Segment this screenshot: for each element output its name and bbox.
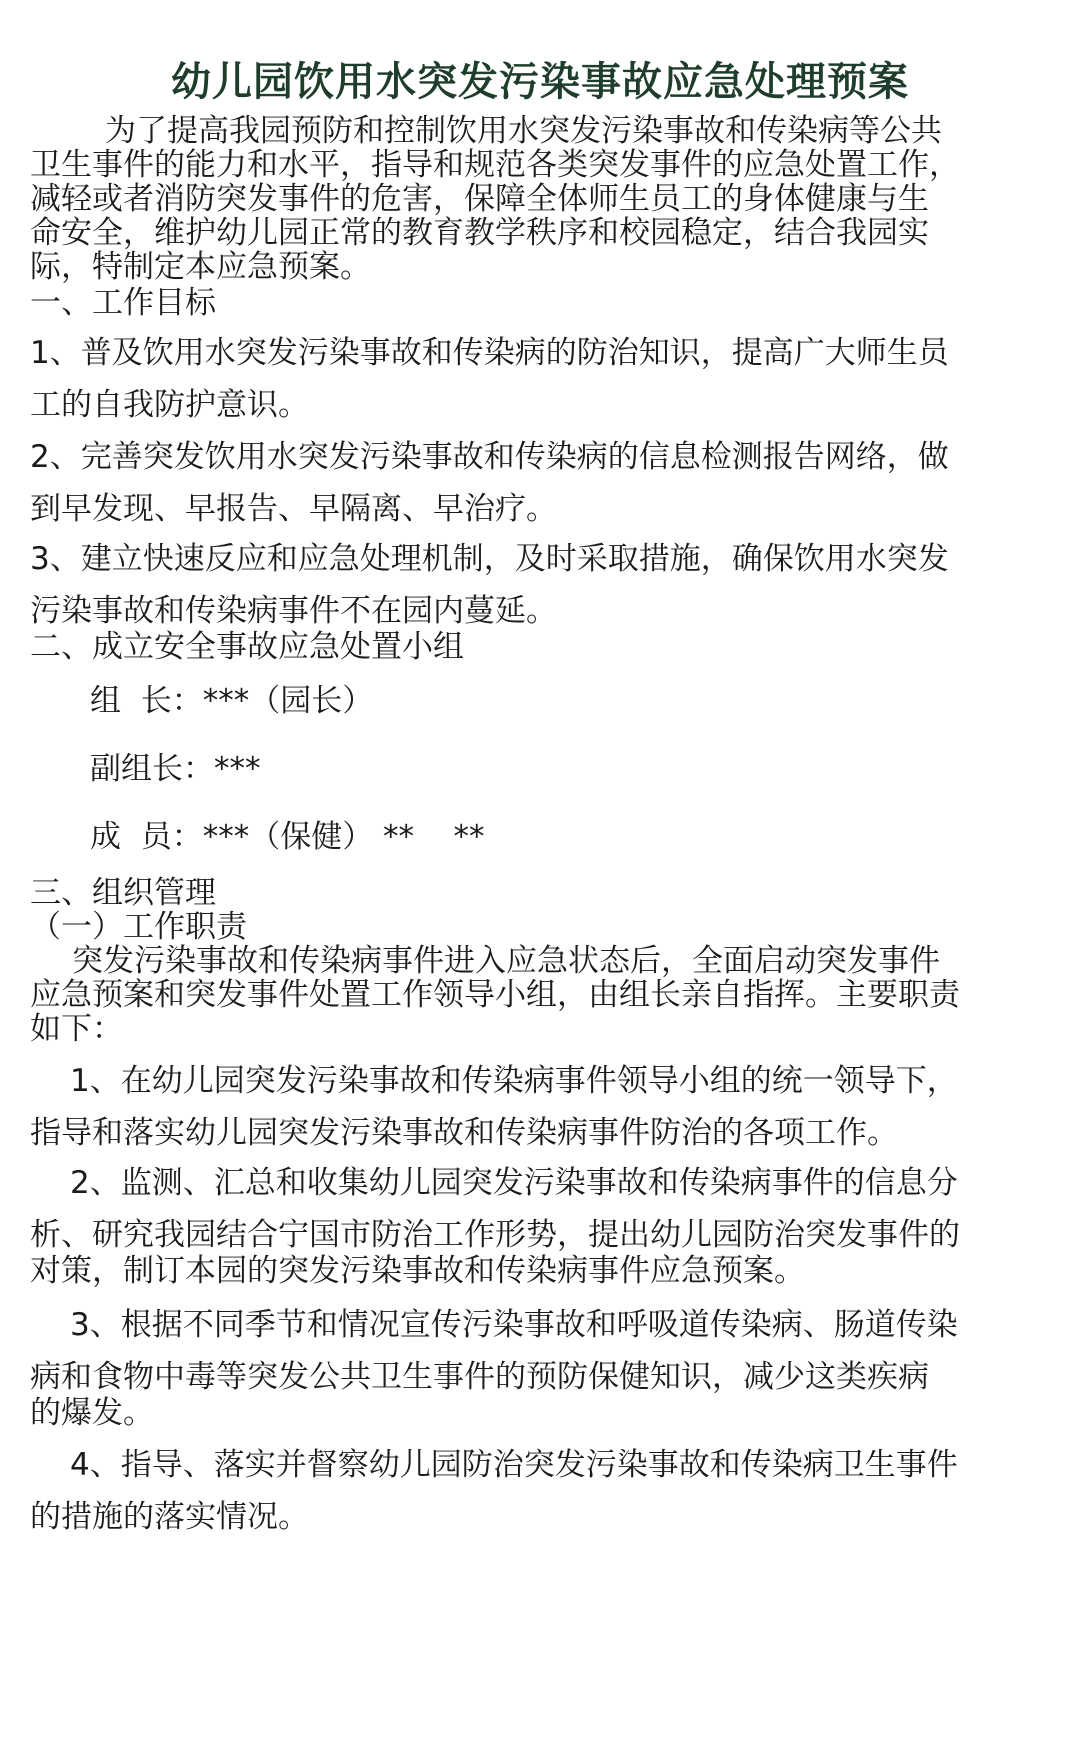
goal-item-line: 2、完善突发饮用水突发污染事故和传染病的信息检测报告网络，做 xyxy=(30,439,949,475)
subsection-heading: （一）工作职责 xyxy=(30,909,247,945)
goal-item-line: 工的自我防护意识。 xyxy=(30,387,309,423)
intro-line: 减轻或者消防突发事件的危害，保障全体师生员工的身体健康与生 xyxy=(30,181,929,217)
duty-item-line: 的措施的落实情况。 xyxy=(30,1499,309,1535)
intro-line: 为了提高我园预防和控制饮用水突发污染事故和传染病等公共 xyxy=(105,113,942,149)
group-members: 成 员：***（保健） ** ** xyxy=(90,819,485,855)
duty-item-line: 2、监测、汇总和收集幼儿园突发污染事故和传染病事件的信息分 xyxy=(70,1165,958,1201)
duty-item-line: 4、指导、落实并督察幼儿园防治突发污染事故和传染病卫生事件 xyxy=(70,1447,958,1483)
duty-item-line: 病和食物中毒等突发公共卫生事件的预防保健知识，减少这类疾病 xyxy=(30,1359,929,1395)
duty-item-line: 指导和落实幼儿园突发污染事故和传染病事件防治的各项工作。 xyxy=(30,1115,898,1151)
section-heading: 三、组织管理 xyxy=(30,875,216,911)
duty-item-line: 3、根据不同季节和情况宣传污染事故和呼吸道传染病、肠道传染 xyxy=(70,1307,958,1343)
duty-item-line: 1、在幼儿园突发污染事故和传染病事件领导小组的统一领导下， xyxy=(70,1063,958,1099)
duty-intro-line: 应急预案和突发事件处置工作领导小组，由组长亲自指挥。主要职责 xyxy=(30,977,960,1013)
intro-line: 际，特制定本应急预案。 xyxy=(30,249,371,285)
section-heading: 一、工作目标 xyxy=(30,285,216,321)
duty-item-line: 对策，制订本园的突发污染事故和传染病事件应急预案。 xyxy=(30,1253,805,1289)
goal-item-line: 到早发现、早报告、早隔离、早治疗。 xyxy=(30,491,557,527)
goal-item-line: 1、普及饮用水突发污染事故和传染病的防治知识，提高广大师生员 xyxy=(30,335,949,371)
duty-item-line: 析、研究我园结合宁国市防治工作形势，提出幼儿园防治突发事件的 xyxy=(30,1217,960,1253)
duty-intro-line: 如下： xyxy=(30,1011,123,1047)
intro-line: 卫生事件的能力和水平，指导和规范各类突发事件的应急处置工作， xyxy=(30,147,960,183)
intro-line: 命安全，维护幼儿园正常的教育教学秩序和校园稳定，结合我园实 xyxy=(30,215,929,251)
goal-item-line: 3、建立快速反应和应急处理机制，及时采取措施，确保饮用水突发 xyxy=(30,541,949,577)
group-deputy: 副组长：*** xyxy=(90,751,261,787)
goal-item-line: 污染事故和传染病事件不在园内蔓延。 xyxy=(30,593,557,629)
duty-intro-line: 突发污染事故和传染病事件进入应急状态后，全面启动突发事件 xyxy=(72,943,940,979)
document-title: 幼儿园饮用水突发污染事故应急处理预案 xyxy=(171,59,909,105)
duty-item-line: 的爆发。 xyxy=(30,1395,154,1431)
section-heading: 二、成立安全事故应急处置小组 xyxy=(30,629,464,665)
group-leader: 组 长：***（园长） xyxy=(90,683,374,719)
